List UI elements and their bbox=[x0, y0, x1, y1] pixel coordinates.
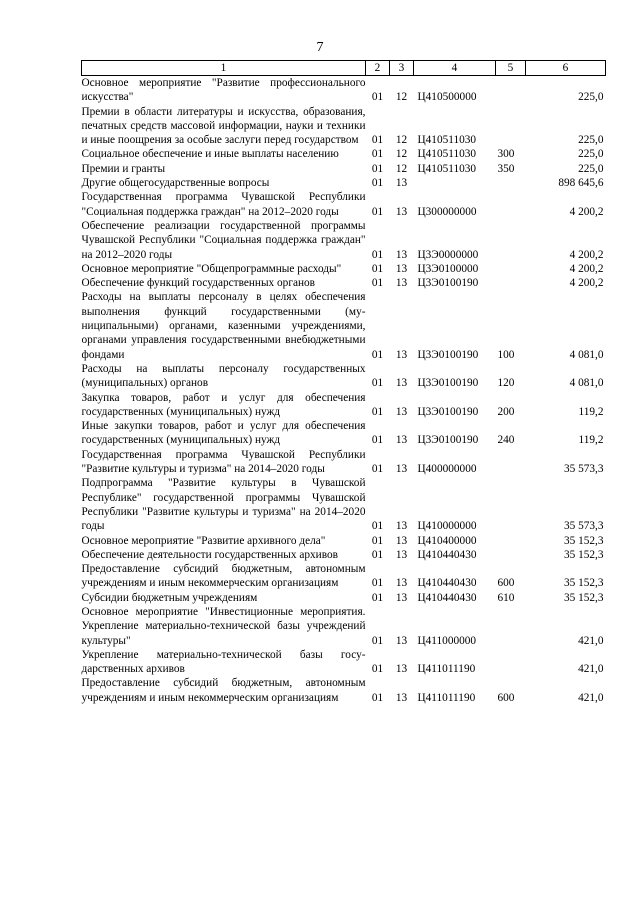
row-expense-type: 610 bbox=[497, 591, 515, 604]
header-col-4: 4 bbox=[414, 61, 496, 76]
row-name: Расходы на выплаты персоналу государственных (муниципальных) органов bbox=[81, 362, 366, 390]
row-target-article bbox=[414, 176, 496, 190]
header-col-6: 6 bbox=[526, 61, 606, 76]
row-amount: 421,0 bbox=[578, 663, 604, 676]
row-amount: 225,0 bbox=[578, 148, 604, 161]
row-subsection: 13 bbox=[395, 663, 408, 676]
row-target-article: Ц410500000 bbox=[417, 91, 477, 104]
row-amount: 35 573,3 bbox=[563, 520, 604, 533]
row-section: 01 bbox=[371, 262, 384, 275]
row-subsection: 13 bbox=[395, 548, 408, 561]
row-name: Расходы на выплаты персоналу в целях обеспечения выполнения функций государственными (муниципальными) органами, казенными учреждениями, органами управления государственными внебюджетными фондами bbox=[81, 291, 366, 361]
row-expense-type bbox=[496, 176, 526, 190]
row-amount: 225,0 bbox=[578, 134, 604, 147]
row-target-article: Ц410440430 bbox=[417, 548, 477, 561]
row-section: 01 bbox=[371, 248, 384, 261]
row-section: 01 bbox=[371, 534, 384, 547]
row-expense-type: 100 bbox=[497, 348, 515, 361]
row-subsection: 12 bbox=[395, 162, 408, 175]
row-section: 01 bbox=[371, 91, 384, 104]
table-row bbox=[82, 176, 606, 190]
row-subsection: 12 bbox=[395, 148, 408, 161]
row-amount: 4 200,2 bbox=[569, 205, 604, 218]
row-section: 01 bbox=[371, 348, 384, 361]
table-row bbox=[82, 448, 606, 477]
row-amount: 35 152,3 bbox=[563, 577, 604, 590]
row-target-article: Ц3Э0100190 bbox=[417, 405, 479, 418]
row-expense-type bbox=[496, 276, 526, 290]
table-row bbox=[82, 76, 606, 105]
row-subsection: 13 bbox=[395, 377, 408, 390]
row-subsection: 13 bbox=[395, 205, 408, 218]
row-target-article: Ц410400000 bbox=[417, 534, 477, 547]
row-target-article: Ц411000000 bbox=[417, 634, 477, 647]
row-target-article: Ц410440430 bbox=[417, 577, 477, 590]
table-row bbox=[82, 605, 606, 648]
table-row bbox=[82, 276, 606, 290]
table-row bbox=[82, 676, 606, 705]
row-name: Обеспечение функций государственных органов bbox=[81, 277, 316, 290]
row-amount: 35 152,3 bbox=[563, 591, 604, 604]
row-amount: 421,0 bbox=[578, 634, 604, 647]
row-section: 01 bbox=[371, 463, 384, 476]
row-section: 01 bbox=[371, 520, 384, 533]
row-name: Социальное обеспечение и иные выплаты населению bbox=[81, 148, 339, 161]
row-expense-type bbox=[496, 605, 526, 648]
row-section: 01 bbox=[371, 634, 384, 647]
row-amount: 225,0 bbox=[578, 162, 604, 175]
row-section: 01 bbox=[371, 134, 384, 147]
row-name: Обеспечение деятельности государственных архивов bbox=[81, 548, 338, 561]
row-target-article: Ц3Э0100190 bbox=[417, 277, 479, 290]
row-amount: 4 081,0 bbox=[569, 377, 604, 390]
row-name: Предоставление субсидий бюджетным, автономным учреждениям и иным некоммерческим организациям bbox=[81, 563, 366, 590]
table-row bbox=[82, 147, 606, 161]
row-subsection: 13 bbox=[395, 591, 408, 604]
row-expense-type: 300 bbox=[497, 148, 515, 161]
row-target-article: Ц3Э0000000 bbox=[417, 248, 479, 261]
table-row bbox=[82, 190, 606, 219]
row-target-article: Ц411011190 bbox=[417, 691, 476, 704]
row-name: Субсидии бюджетным учреждениям bbox=[81, 591, 258, 604]
row-target-article: Ц410000000 bbox=[417, 520, 477, 533]
table-row bbox=[82, 290, 606, 361]
table-row bbox=[82, 534, 606, 548]
row-amount: 421,0 bbox=[578, 691, 604, 704]
row-target-article: Ц3Э0100190 bbox=[417, 377, 479, 390]
row-subsection: 13 bbox=[395, 262, 408, 275]
table-row bbox=[82, 219, 606, 262]
row-section: 01 bbox=[371, 691, 384, 704]
row-subsection: 13 bbox=[395, 348, 408, 361]
table-row bbox=[82, 162, 606, 176]
budget-table bbox=[81, 60, 606, 705]
row-subsection: 13 bbox=[395, 634, 408, 647]
row-expense-type: 120 bbox=[497, 377, 515, 390]
row-target-article: Ц300000000 bbox=[417, 205, 477, 218]
row-subsection: 13 bbox=[395, 534, 408, 547]
row-amount: 4 081,0 bbox=[569, 348, 604, 361]
row-name: Основное мероприятие "Развитие архивного дела" bbox=[81, 534, 326, 547]
row-section: 01 bbox=[371, 591, 384, 604]
header-col-1: 1 bbox=[82, 61, 366, 76]
row-expense-type bbox=[496, 76, 526, 105]
row-name: Укрепление материально-технической базы государственных архивов bbox=[81, 648, 366, 676]
row-section: 01 bbox=[371, 148, 384, 161]
row-expense-type: 350 bbox=[497, 162, 515, 175]
row-subsection: 13 bbox=[395, 434, 408, 447]
row-name: Премии в области литературы и искусства, образования, печатных средств массовой информации, науки и техники и иные поощрения за особые заслуги перед государством bbox=[81, 105, 366, 147]
row-expense-type bbox=[496, 262, 526, 276]
row-target-article: Ц3Э0100000 bbox=[417, 262, 479, 275]
row-name: Подпрограмма "Развитие культуры в Чувашской Республике" государственной программы Чувашской Республики "Развитие культуры и туризма" на 2014–2020 годы bbox=[81, 477, 366, 533]
row-subsection: 13 bbox=[395, 277, 408, 290]
row-amount: 225,0 bbox=[578, 91, 604, 104]
row-name: Предоставление субсидий бюджетным, автономным учреждениям и иным некоммерческим организациям bbox=[81, 677, 366, 704]
row-section: 01 bbox=[371, 162, 384, 175]
row-name: Обеспечение реализации государственной программы Чувашской Республики "Социальная поддержка граждан" на 2012–2020 годы bbox=[81, 219, 366, 261]
row-subsection: 13 bbox=[395, 520, 408, 533]
row-section: 01 bbox=[371, 577, 384, 590]
row-target-article: Ц411011190 bbox=[417, 663, 476, 676]
row-subsection: 12 bbox=[395, 134, 408, 147]
row-name: Премии и гранты bbox=[81, 162, 166, 175]
table-row bbox=[82, 362, 606, 391]
row-section: 01 bbox=[371, 405, 384, 418]
row-expense-type bbox=[496, 476, 526, 533]
row-name: Другие общегосударственные вопросы bbox=[81, 177, 270, 190]
row-amount: 4 200,2 bbox=[569, 262, 604, 275]
header-col-3: 3 bbox=[390, 61, 414, 76]
row-section: 01 bbox=[371, 663, 384, 676]
header-row bbox=[82, 61, 606, 76]
table-row bbox=[82, 591, 606, 605]
row-subsection: 13 bbox=[395, 177, 408, 190]
row-amount: 119,2 bbox=[578, 405, 604, 418]
row-expense-type bbox=[496, 105, 526, 148]
row-target-article: Ц3Э0100190 bbox=[417, 348, 479, 361]
row-target-article: Ц3Э0100190 bbox=[417, 434, 479, 447]
row-expense-type: 200 bbox=[497, 405, 515, 418]
row-subsection: 13 bbox=[395, 248, 408, 261]
table-row bbox=[82, 391, 606, 420]
row-amount: 4 200,2 bbox=[569, 277, 604, 290]
row-subsection: 13 bbox=[395, 463, 408, 476]
row-expense-type: 600 bbox=[497, 577, 515, 590]
header-col-5: 5 bbox=[496, 61, 526, 76]
table-row bbox=[82, 105, 606, 148]
row-target-article: Ц410511030 bbox=[417, 162, 477, 175]
table-row bbox=[82, 648, 606, 677]
row-name: Основное мероприятие "Развитие профессионального искусства" bbox=[81, 77, 366, 104]
row-name: Иные закупки товаров, работ и услуг для обеспечения государственных (муниципальных) нужд bbox=[81, 420, 366, 447]
row-expense-type bbox=[496, 219, 526, 262]
row-target-article: Ц400000000 bbox=[417, 463, 477, 476]
row-name: Закупка товаров, работ и услуг для обеспечения государственных (муниципальных) нужд bbox=[81, 391, 366, 418]
table-row bbox=[82, 419, 606, 448]
row-expense-type bbox=[496, 648, 526, 677]
table-row bbox=[82, 562, 606, 591]
row-name: Основное мероприятие "Общепрограммные расходы" bbox=[81, 262, 342, 275]
table-row bbox=[82, 476, 606, 533]
row-target-article: Ц410511030 bbox=[417, 134, 477, 147]
row-amount: 35 152,3 bbox=[563, 548, 604, 561]
row-amount: 898 645,6 bbox=[558, 177, 604, 190]
row-section: 01 bbox=[371, 205, 384, 218]
row-expense-type: 240 bbox=[497, 434, 515, 447]
table-row bbox=[82, 262, 606, 276]
row-subsection: 12 bbox=[395, 91, 408, 104]
row-subsection: 13 bbox=[395, 691, 408, 704]
row-subsection: 13 bbox=[395, 577, 408, 590]
row-target-article: Ц410440430 bbox=[417, 591, 477, 604]
header-col-2: 2 bbox=[366, 61, 390, 76]
row-name: Основное мероприятие "Инвестиционные мероприятия. Укрепление материально-технической базы учреждений культуры" bbox=[81, 605, 366, 647]
row-subsection: 13 bbox=[395, 405, 408, 418]
row-expense-type bbox=[496, 448, 526, 477]
row-section: 01 bbox=[371, 377, 384, 390]
row-expense-type: 600 bbox=[497, 691, 515, 704]
row-section: 01 bbox=[371, 434, 384, 447]
page-number: 7 bbox=[316, 40, 324, 55]
table-row bbox=[82, 548, 606, 562]
row-section: 01 bbox=[371, 548, 384, 561]
row-section: 01 bbox=[371, 277, 384, 290]
row-section: 01 bbox=[371, 177, 384, 190]
row-name: Государственная программа Чувашской Республики "Социальная поддержка граждан" на 2012–2020 годы bbox=[81, 191, 366, 218]
row-expense-type bbox=[496, 534, 526, 548]
row-expense-type bbox=[496, 190, 526, 219]
row-amount: 119,2 bbox=[578, 434, 604, 447]
row-amount: 35 573,3 bbox=[563, 463, 604, 476]
row-target-article: Ц410511030 bbox=[417, 148, 477, 161]
row-amount: 4 200,2 bbox=[569, 248, 604, 261]
row-name: Государственная программа Чувашской Республики "Развитие культуры и туризма" на 2014–2020 годы bbox=[81, 448, 366, 476]
row-expense-type bbox=[496, 548, 526, 562]
row-amount: 35 152,3 bbox=[563, 534, 604, 547]
